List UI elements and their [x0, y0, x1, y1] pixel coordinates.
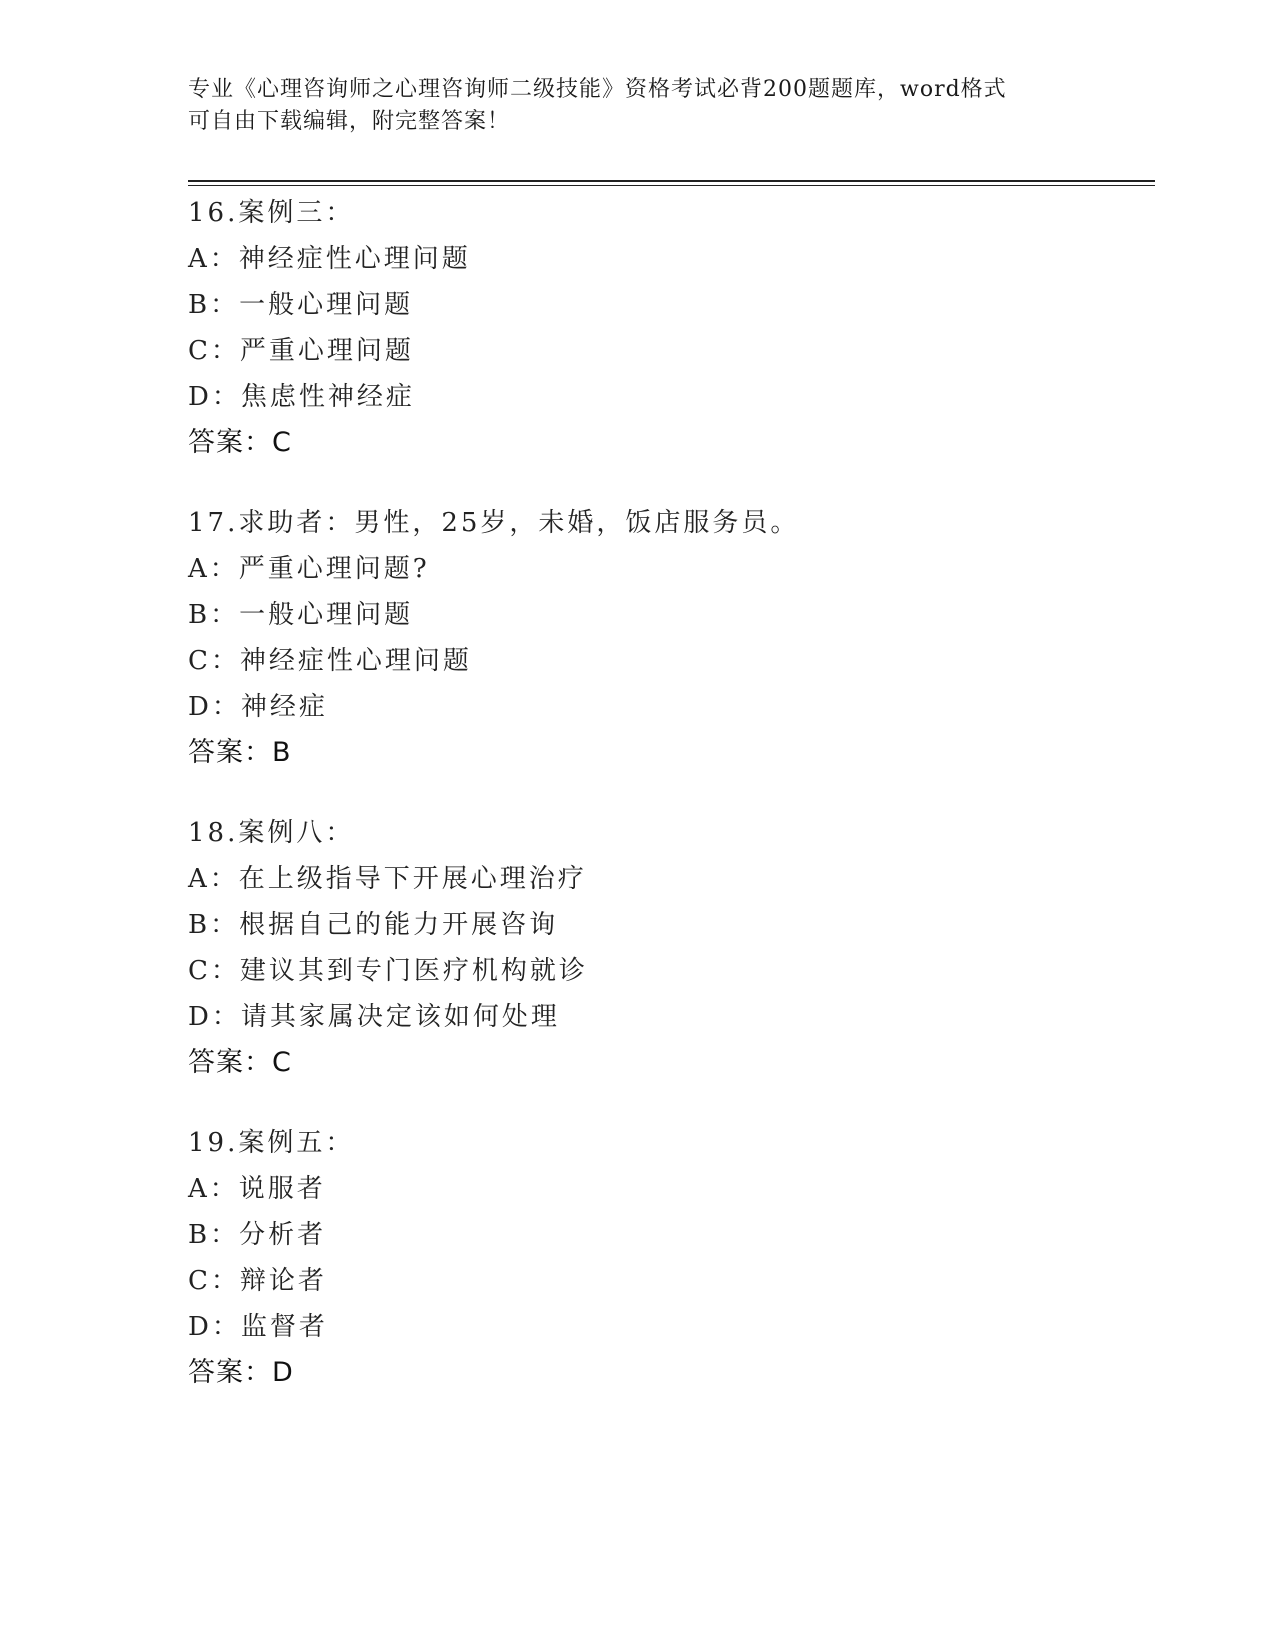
question-17: [188, 500, 1148, 776]
answer-line: 答案：D: [188, 1357, 294, 1388]
question-stem: 16.案例三：: [188, 198, 355, 228]
option-b: B：一般心理问题: [188, 600, 414, 630]
question-19: [188, 1120, 1148, 1396]
option-d: D：神经症: [188, 692, 328, 722]
option-a: A：说服者: [188, 1174, 326, 1204]
answer-line: 答案：B: [188, 737, 292, 768]
question-18: [188, 810, 1148, 1086]
header-line-1: 专业《心理咨询师之心理咨询师二级技能》资格考试必背200题题库，word格式: [188, 77, 1007, 102]
option-d: D：请其家属决定该如何处理: [188, 1002, 560, 1032]
option-b: B：分析者: [188, 1220, 327, 1250]
option-a: A：在上级指导下开展心理治疗: [188, 864, 587, 894]
question-stem: 19.案例五：: [188, 1128, 355, 1158]
header-line-2: 可自由下载编辑，附完整答案！: [188, 109, 511, 134]
option-c: C：辩论者: [188, 1266, 327, 1296]
header-divider-thick: [188, 180, 1155, 182]
answer-line: 答案：C: [188, 1047, 292, 1078]
option-b: B：一般心理问题: [188, 290, 414, 320]
option-c: C：严重心理问题: [188, 336, 414, 366]
question-list: [188, 190, 1148, 1430]
option-b: B：根据自己的能力开展咨询: [188, 910, 559, 940]
question-stem: 17.求助者：男性，25岁，未婚，饭店服务员。: [188, 508, 800, 538]
option-c: C：神经症性心理问题: [188, 646, 472, 676]
question-stem: 18.案例八：: [188, 818, 355, 848]
header-divider-thin: [188, 185, 1155, 186]
option-a: A：严重心理问题?: [188, 554, 430, 584]
option-d: D：焦虑性神经症: [188, 382, 415, 412]
option-d: D：监督者: [188, 1312, 328, 1342]
option-c: C：建议其到专门医疗机构就诊: [188, 956, 588, 986]
question-16: [188, 190, 1148, 466]
document-header: [188, 74, 1088, 138]
option-a: A：神经症性心理问题: [188, 244, 471, 274]
answer-line: 答案：C: [188, 427, 292, 458]
